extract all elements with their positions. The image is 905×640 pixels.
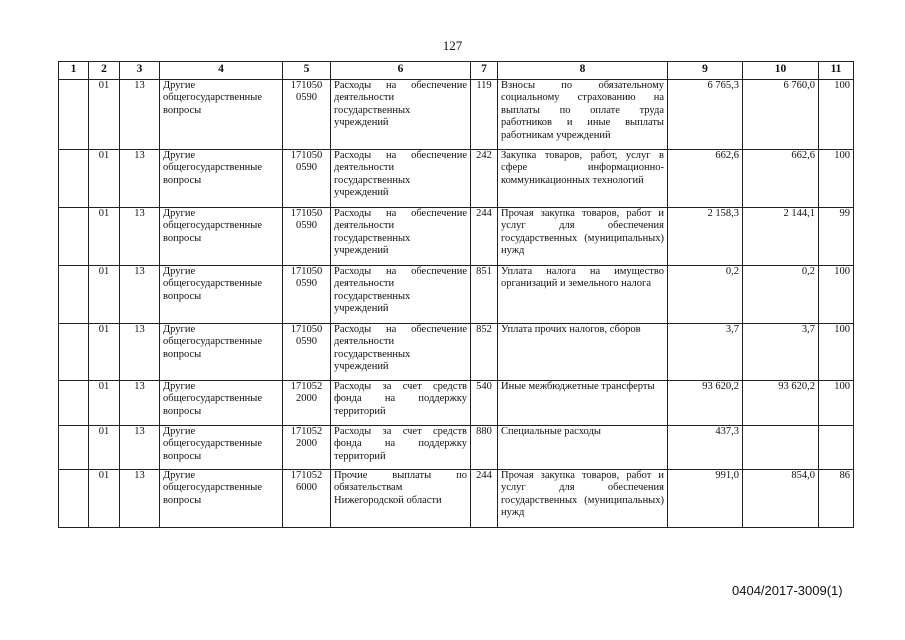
cell-target-name: Расходы на обеспечение деятельности государственных учреждений — [331, 266, 471, 324]
cell-actual: 3,7 — [743, 324, 819, 381]
cell-section: 01 — [89, 266, 120, 324]
cell-target-code: 171050 0590 — [283, 80, 331, 150]
cell-actual: 854,0 — [743, 470, 819, 528]
cell-expense-code: 242 — [471, 150, 498, 208]
cell-percent: 100 — [819, 324, 854, 381]
cell-target-name: Прочие выплаты по обязательствам Нижегородской области — [331, 470, 471, 528]
cell-expense-code: 851 — [471, 266, 498, 324]
cell-expense-name: Иные межбюджетные трансферты — [498, 381, 668, 426]
cell-section: 01 — [89, 80, 120, 150]
cell-section: 01 — [89, 208, 120, 266]
cell-percent: 100 — [819, 266, 854, 324]
table-row — [59, 150, 854, 208]
table-row — [59, 426, 854, 470]
cell-percent: 100 — [819, 150, 854, 208]
cell-expense-code: 540 — [471, 381, 498, 426]
cell-actual: 0,2 — [743, 266, 819, 324]
cell-col-1 — [59, 381, 89, 426]
cell-percent: 100 — [819, 381, 854, 426]
cell-subsection: 13 — [120, 324, 160, 381]
cell-actual: 2 144,1 — [743, 208, 819, 266]
cell-section: 01 — [89, 426, 120, 470]
cell-section-name: Другие общегосударственные вопросы — [160, 208, 283, 266]
table-row — [59, 381, 854, 426]
cell-section-name: Другие общегосударственные вопросы — [160, 426, 283, 470]
cell-subsection: 13 — [120, 208, 160, 266]
header-col-6: 6 — [331, 62, 471, 80]
header-col-3: 3 — [120, 62, 160, 80]
cell-actual: 662,6 — [743, 150, 819, 208]
table-row — [59, 208, 854, 266]
cell-target-code: 171050 0590 — [283, 208, 331, 266]
cell-section: 01 — [89, 470, 120, 528]
cell-expense-name: Взносы по обязательному социальному страхованию на выплаты по оплате труда работников и иные выплаты работникам учреждений — [498, 80, 668, 150]
cell-actual: 6 760,0 — [743, 80, 819, 150]
cell-percent — [819, 426, 854, 470]
cell-target-code: 171052 2000 — [283, 381, 331, 426]
cell-planned: 93 620,2 — [668, 381, 743, 426]
header-col-1: 1 — [59, 62, 89, 80]
document-code: 0404/2017-3009(1) — [732, 583, 843, 598]
cell-expense-code: 244 — [471, 208, 498, 266]
header-col-4: 4 — [160, 62, 283, 80]
table-row — [59, 266, 854, 324]
table-row — [59, 470, 854, 528]
cell-col-1 — [59, 470, 89, 528]
cell-target-name: Расходы на обеспечение деятельности государственных учреждений — [331, 324, 471, 381]
cell-expense-name: Прочая закупка товаров, работ и услуг для обеспечения государственных (муниципальных) нужд — [498, 208, 668, 266]
cell-subsection: 13 — [120, 80, 160, 150]
header-col-8: 8 — [498, 62, 668, 80]
cell-col-1 — [59, 426, 89, 470]
cell-expense-name: Прочая закупка товаров, работ и услуг для обеспечения государственных (муниципальных) нужд — [498, 470, 668, 528]
cell-percent: 86 — [819, 470, 854, 528]
cell-planned: 991,0 — [668, 470, 743, 528]
cell-expense-name: Уплата прочих налогов, сборов — [498, 324, 668, 381]
cell-col-1 — [59, 208, 89, 266]
cell-planned: 3,7 — [668, 324, 743, 381]
cell-section-name: Другие общегосударственные вопросы — [160, 150, 283, 208]
cell-subsection: 13 — [120, 150, 160, 208]
cell-planned: 662,6 — [668, 150, 743, 208]
cell-section-name: Другие общегосударственные вопросы — [160, 381, 283, 426]
cell-subsection: 13 — [120, 381, 160, 426]
cell-col-1 — [59, 150, 89, 208]
cell-section-name: Другие общегосударственные вопросы — [160, 324, 283, 381]
cell-section: 01 — [89, 381, 120, 426]
cell-target-code: 171050 0590 — [283, 150, 331, 208]
header-col-2: 2 — [89, 62, 120, 80]
cell-col-1 — [59, 80, 89, 150]
page-number: 127 — [442, 38, 463, 53]
cell-expense-code: 244 — [471, 470, 498, 528]
cell-target-code: 171050 0590 — [283, 324, 331, 381]
header-col-5: 5 — [283, 62, 331, 80]
cell-section: 01 — [89, 324, 120, 381]
cell-actual — [743, 426, 819, 470]
cell-actual: 93 620,2 — [743, 381, 819, 426]
cell-section: 01 — [89, 150, 120, 208]
cell-expense-code: 852 — [471, 324, 498, 381]
cell-percent: 99 — [819, 208, 854, 266]
cell-target-code: 171050 0590 — [283, 266, 331, 324]
cell-expense-name: Уплата налога на имущество организаций и земельного налога — [498, 266, 668, 324]
header-col-7: 7 — [471, 62, 498, 80]
cell-col-1 — [59, 324, 89, 381]
header-col-10: 10 — [743, 62, 819, 80]
cell-expense-code: 880 — [471, 426, 498, 470]
cell-target-name: Расходы за счет средств фонда на поддержку территорий — [331, 381, 471, 426]
header-col-9: 9 — [668, 62, 743, 80]
cell-target-name: Расходы за счет средств фонда на поддержку территорий — [331, 426, 471, 470]
cell-subsection: 13 — [120, 266, 160, 324]
cell-expense-name: Закупка товаров, работ, услуг в сфере информационно-коммуникационных технологий — [498, 150, 668, 208]
cell-col-1 — [59, 266, 89, 324]
cell-target-name: Расходы на обеспечение деятельности государственных учреждений — [331, 80, 471, 150]
cell-section-name: Другие общегосударственные вопросы — [160, 470, 283, 528]
table-row — [59, 80, 854, 150]
cell-target-name: Расходы на обеспечение деятельности государственных учреждений — [331, 208, 471, 266]
cell-planned: 6 765,3 — [668, 80, 743, 150]
cell-target-code: 171052 6000 — [283, 470, 331, 528]
header-col-11: 11 — [819, 62, 854, 80]
table-row — [59, 324, 854, 381]
cell-section-name: Другие общегосударственные вопросы — [160, 80, 283, 150]
cell-target-code: 171052 2000 — [283, 426, 331, 470]
cell-planned: 2 158,3 — [668, 208, 743, 266]
cell-expense-name: Специальные расходы — [498, 426, 668, 470]
cell-planned: 0,2 — [668, 266, 743, 324]
cell-subsection: 13 — [120, 470, 160, 528]
cell-target-name: Расходы на обеспечение деятельности государственных учреждений — [331, 150, 471, 208]
budget-table — [58, 61, 854, 528]
cell-planned: 437,3 — [668, 426, 743, 470]
cell-section-name: Другие общегосударственные вопросы — [160, 266, 283, 324]
cell-expense-code: 119 — [471, 80, 498, 150]
header-row — [59, 62, 854, 80]
cell-percent: 100 — [819, 80, 854, 150]
cell-subsection: 13 — [120, 426, 160, 470]
